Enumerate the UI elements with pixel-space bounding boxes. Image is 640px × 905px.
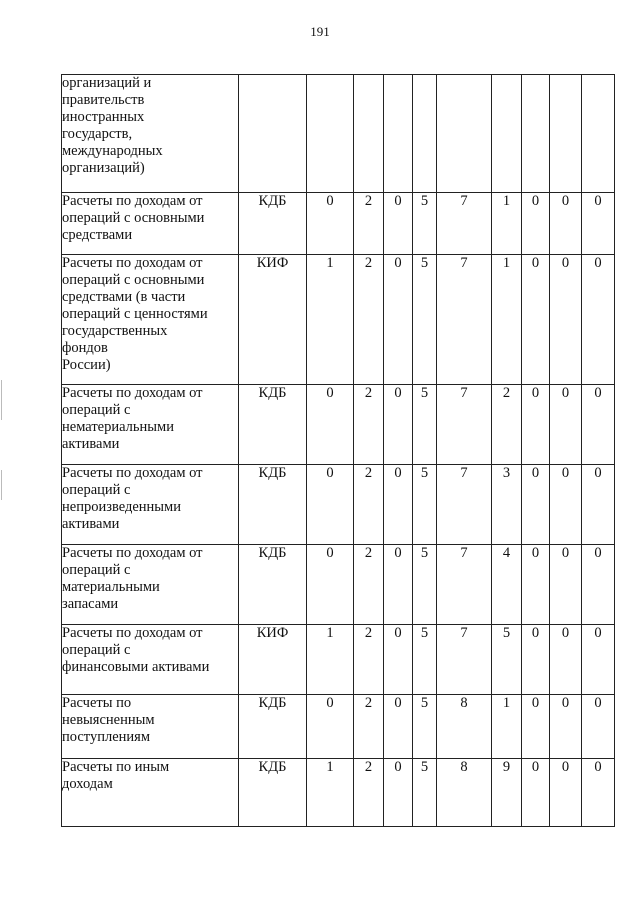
account-digit-cell: 0 bbox=[550, 625, 582, 695]
account-digit-cell: 7 bbox=[437, 385, 492, 465]
account-digit-cell bbox=[522, 75, 550, 193]
account-digit-cell: 0 bbox=[582, 385, 615, 465]
account-digit-cell bbox=[582, 75, 615, 193]
account-digit-cell: 1 bbox=[307, 625, 354, 695]
table-row bbox=[62, 545, 615, 625]
account-digit-cell: 2 bbox=[354, 465, 384, 545]
account-digit-cell: 0 bbox=[384, 255, 413, 385]
account-digit-cell: 2 bbox=[354, 385, 384, 465]
table-body bbox=[62, 75, 615, 827]
account-digit-cell: 0 bbox=[582, 545, 615, 625]
account-digit-cell: 0 bbox=[522, 625, 550, 695]
account-name-line: правительств bbox=[62, 92, 145, 108]
account-name-line: операций с bbox=[62, 642, 131, 658]
account-name-line: государств, bbox=[62, 126, 133, 142]
account-digit-cell: 5 bbox=[413, 759, 437, 827]
account-name-cell bbox=[62, 193, 239, 255]
account-digit-cell: 1 bbox=[492, 193, 522, 255]
account-name-line: Расчеты по доходам от bbox=[62, 545, 203, 561]
scan-margin-mark bbox=[1, 380, 2, 420]
table-row bbox=[62, 625, 615, 695]
account-name-line: Расчеты по доходам от bbox=[62, 465, 203, 481]
account-digit-cell: 1 bbox=[492, 695, 522, 759]
account-digit-cell: 0 bbox=[384, 465, 413, 545]
account-name-line: операций с bbox=[62, 402, 131, 418]
page-number: 191 bbox=[310, 24, 330, 39]
account-digit-cell: 5 bbox=[492, 625, 522, 695]
account-name-line: Расчеты по иным bbox=[62, 759, 170, 775]
table-row bbox=[62, 75, 615, 193]
account-digit-cell: 0 bbox=[307, 193, 354, 255]
account-name-line: материальными bbox=[62, 579, 160, 595]
account-digit-cell: 0 bbox=[307, 465, 354, 545]
account-name-line: иностранных bbox=[62, 109, 145, 125]
account-name-line: России) bbox=[62, 357, 111, 373]
account-digit-cell: 0 bbox=[550, 759, 582, 827]
account-name-line: Расчеты по доходам от bbox=[62, 193, 203, 209]
table-row bbox=[62, 385, 615, 465]
account-digit-cell: 5 bbox=[413, 695, 437, 759]
budget-code-cell: КДБ bbox=[239, 385, 307, 465]
account-name-line: нематериальными bbox=[62, 419, 174, 435]
account-name-line: операций с bbox=[62, 562, 131, 578]
account-name-line: Расчеты по доходам от bbox=[62, 385, 203, 401]
account-digit-cell: 0 bbox=[522, 193, 550, 255]
account-name-line: невыясненным bbox=[62, 712, 155, 728]
account-digit-cell: 0 bbox=[582, 193, 615, 255]
account-name-line: операций с ценностями bbox=[62, 306, 208, 322]
account-name-line: организаций и bbox=[62, 75, 152, 91]
scan-margin-mark bbox=[1, 470, 2, 500]
account-digit-cell: 2 bbox=[354, 759, 384, 827]
account-digit-cell bbox=[307, 75, 354, 193]
budget-code-cell: КДБ bbox=[239, 759, 307, 827]
account-name-line: финансовыми активами bbox=[62, 659, 210, 675]
account-name-line: операций с основными bbox=[62, 272, 205, 288]
account-digit-cell: 2 bbox=[354, 255, 384, 385]
budget-code-cell: КДБ bbox=[239, 545, 307, 625]
account-digit-cell: 5 bbox=[413, 385, 437, 465]
account-digit-cell: 5 bbox=[413, 625, 437, 695]
account-digit-cell: 1 bbox=[307, 759, 354, 827]
account-digit-cell: 5 bbox=[413, 465, 437, 545]
account-digit-cell: 1 bbox=[492, 255, 522, 385]
account-digit-cell: 0 bbox=[384, 625, 413, 695]
account-digit-cell: 0 bbox=[550, 385, 582, 465]
account-name-line: операций с основными bbox=[62, 210, 205, 226]
account-digit-cell: 0 bbox=[522, 465, 550, 545]
account-digit-cell: 0 bbox=[582, 465, 615, 545]
budget-code-cell: КДБ bbox=[239, 695, 307, 759]
account-digit-cell: 0 bbox=[522, 695, 550, 759]
account-name-cell bbox=[62, 545, 239, 625]
account-name-line: активами bbox=[62, 516, 120, 532]
account-digit-cell: 0 bbox=[550, 545, 582, 625]
account-digit-cell: 7 bbox=[437, 465, 492, 545]
account-digit-cell: 2 bbox=[354, 193, 384, 255]
account-digit-cell: 2 bbox=[492, 385, 522, 465]
account-digit-cell bbox=[550, 75, 582, 193]
account-digit-cell: 0 bbox=[307, 695, 354, 759]
account-digit-cell: 7 bbox=[437, 255, 492, 385]
account-name-line: доходам bbox=[62, 776, 113, 792]
account-digit-cell: 2 bbox=[354, 545, 384, 625]
account-digit-cell: 1 bbox=[307, 255, 354, 385]
account-digit-cell: 0 bbox=[582, 255, 615, 385]
account-digit-cell: 0 bbox=[522, 545, 550, 625]
table-row bbox=[62, 255, 615, 385]
account-name-line: государственных bbox=[62, 323, 168, 339]
table-row bbox=[62, 759, 615, 827]
account-name-cell bbox=[62, 385, 239, 465]
account-digit-cell bbox=[384, 75, 413, 193]
account-digit-cell: 0 bbox=[550, 255, 582, 385]
account-digit-cell: 0 bbox=[307, 385, 354, 465]
account-digit-cell: 0 bbox=[522, 385, 550, 465]
account-digit-cell: 0 bbox=[582, 625, 615, 695]
budget-code-cell: КДБ bbox=[239, 193, 307, 255]
account-digit-cell bbox=[437, 75, 492, 193]
account-digit-cell: 5 bbox=[413, 193, 437, 255]
account-digit-cell bbox=[492, 75, 522, 193]
account-name-line: Расчеты по bbox=[62, 695, 132, 711]
account-digit-cell: 0 bbox=[550, 695, 582, 759]
account-name-cell bbox=[62, 695, 239, 759]
account-digit-cell: 5 bbox=[413, 255, 437, 385]
account-digit-cell: 4 bbox=[492, 545, 522, 625]
account-digit-cell: 0 bbox=[307, 545, 354, 625]
account-digit-cell: 2 bbox=[354, 695, 384, 759]
account-name-cell bbox=[62, 465, 239, 545]
account-digit-cell: 0 bbox=[522, 255, 550, 385]
account-digit-cell: 0 bbox=[582, 759, 615, 827]
account-name-cell bbox=[62, 625, 239, 695]
account-digit-cell: 0 bbox=[384, 193, 413, 255]
account-digit-cell: 0 bbox=[522, 759, 550, 827]
account-name-line: активами bbox=[62, 436, 120, 452]
table-row bbox=[62, 465, 615, 545]
budget-code-cell bbox=[239, 75, 307, 193]
account-digit-cell: 0 bbox=[384, 695, 413, 759]
account-digit-cell: 3 bbox=[492, 465, 522, 545]
account-digit-cell: 0 bbox=[550, 193, 582, 255]
account-digit-cell bbox=[354, 75, 384, 193]
account-name-line: поступлениям bbox=[62, 729, 150, 745]
account-digit-cell: 0 bbox=[582, 695, 615, 759]
account-name-line: средствами (в части bbox=[62, 289, 186, 305]
account-name-line: запасами bbox=[62, 596, 119, 612]
account-digit-cell: 5 bbox=[413, 545, 437, 625]
account-name-line: Расчеты по доходам от bbox=[62, 255, 203, 271]
account-name-line: средствами bbox=[62, 227, 133, 243]
account-name-cell bbox=[62, 759, 239, 827]
account-name-line: непроизведенными bbox=[62, 499, 181, 515]
account-digit-cell: 7 bbox=[437, 193, 492, 255]
table-row bbox=[62, 193, 615, 255]
account-digit-cell: 9 bbox=[492, 759, 522, 827]
account-digit-cell: 0 bbox=[384, 385, 413, 465]
account-name-line: Расчеты по доходам от bbox=[62, 625, 203, 641]
account-digit-cell: 7 bbox=[437, 545, 492, 625]
account-name-line: международных bbox=[62, 143, 163, 159]
account-digit-cell: 8 bbox=[437, 695, 492, 759]
account-digit-cell: 7 bbox=[437, 625, 492, 695]
account-name-line: организаций) bbox=[62, 160, 145, 176]
account-digit-cell bbox=[413, 75, 437, 193]
budget-code-cell: КИФ bbox=[239, 255, 307, 385]
account-digit-cell: 2 bbox=[354, 625, 384, 695]
account-digit-cell: 0 bbox=[384, 545, 413, 625]
account-name-cell bbox=[62, 255, 239, 385]
account-digit-cell: 0 bbox=[384, 759, 413, 827]
accounts-table bbox=[61, 74, 615, 827]
budget-code-cell: КДБ bbox=[239, 465, 307, 545]
table-row bbox=[62, 695, 615, 759]
account-digit-cell: 8 bbox=[437, 759, 492, 827]
account-name-cell bbox=[62, 75, 239, 193]
account-name-line: операций с bbox=[62, 482, 131, 498]
budget-code-cell: КИФ bbox=[239, 625, 307, 695]
account-digit-cell: 0 bbox=[550, 465, 582, 545]
account-name-line: фондов bbox=[62, 340, 108, 356]
